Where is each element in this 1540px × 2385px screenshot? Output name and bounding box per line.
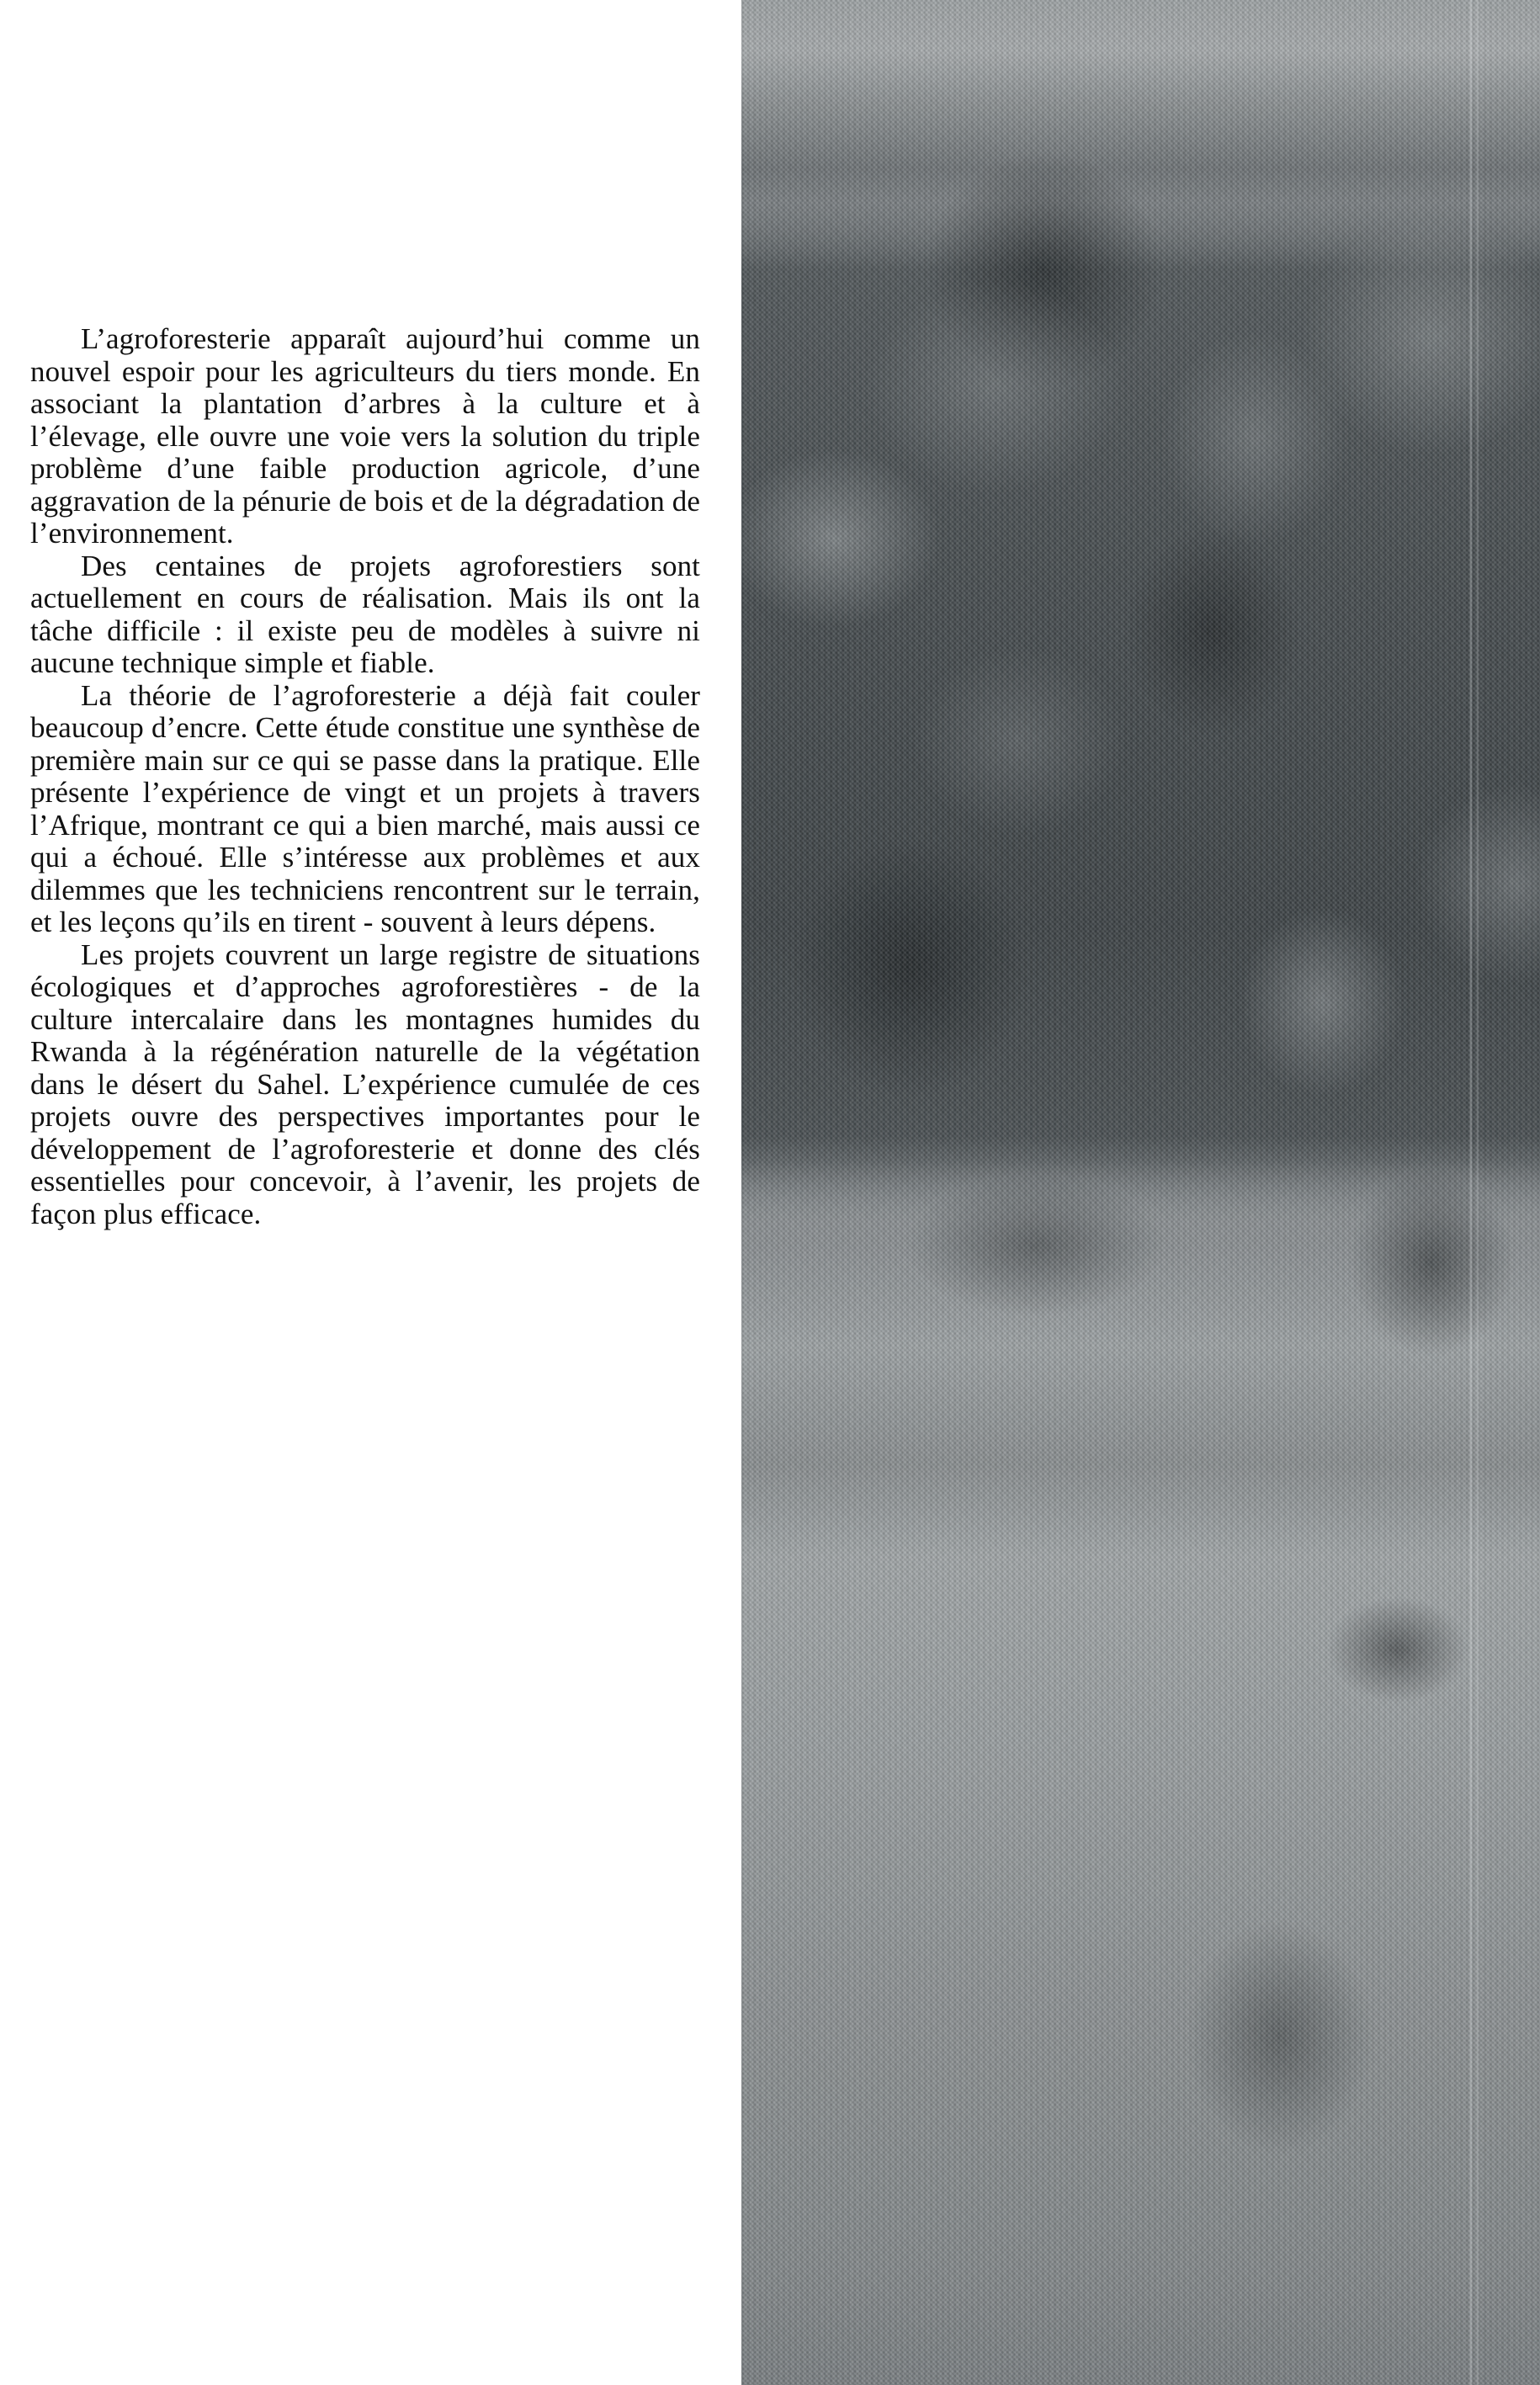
paragraph-scope: Les projets couvrent un large registre de situations écologiques et d’approches agroforestières - de la culture intercalaire dans les montagnes humides du Rwanda à la régénération naturelle de la végétation dans le désert du Sahel. L’expérience cumulée de ces projets ouvre des perspectives importantes pour le développement de l’agroforesterie et donne des clés essentielles pour concevoir, à l’avenir, les projets de façon plus efficace. [30, 938, 700, 1230]
paragraph-projects: Des centaines de projets agroforestiers sont actuellement en cours de réalisation. Mais ils ont la tâche difficile : il existe peu de modèles à suivre ni aucune technique simple et fiable. [30, 549, 700, 679]
photo-edge-scratches [741, 0, 1540, 2385]
paragraph-intro: L’agroforesterie apparaît aujourd’hui comme un nouvel espoir pour les agriculteurs du tiers monde. En associant la plantation d’arbres à la culture et à l’élevage, elle ouvre une voie vers la solution du triple problème d’une faible production agricole, d’une aggravation de la pénurie de bois et de la dégradation de l’environnement. [30, 322, 700, 550]
valley-landscape-photo [741, 0, 1540, 2385]
paragraph-theory: La théorie de l’agroforesterie a déjà fait couler beaucoup d’encre. Cette étude constitue une synthèse de première main sur ce qui se passe dans la pratique. Elle présente l’expérience de vingt et un projets à travers l’Afrique, montrant ce qui a bien marché, mais aussi ce qui a échoué. Elle s’intéresse aux problèmes et aux dilemmes que les techniciens rencontrent sur le terrain, et les leçons qu’ils en tirent - souvent à leurs dépens. [30, 678, 700, 938]
blurb-text-column [30, 323, 700, 1230]
